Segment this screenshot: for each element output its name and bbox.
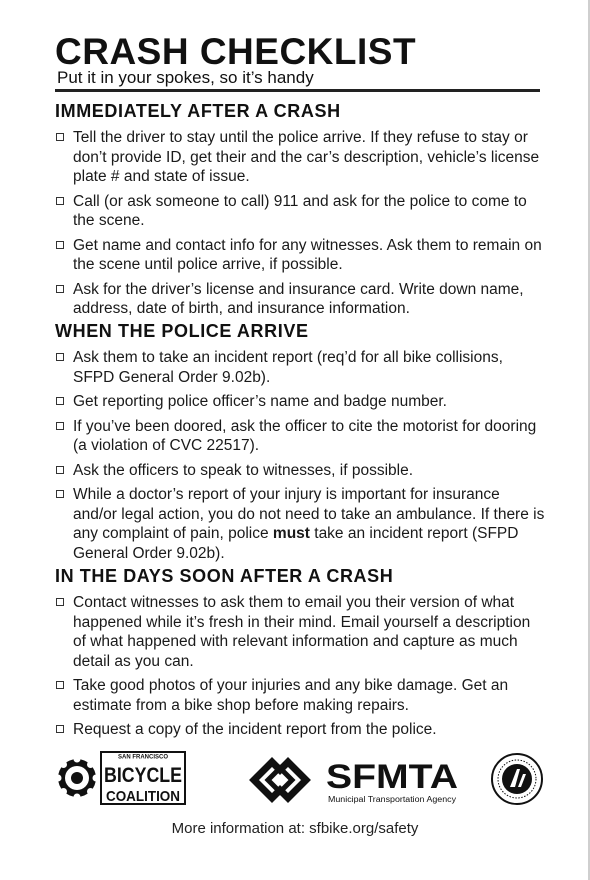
sfmta-tagline: Municipal Transportation Agency: [328, 795, 456, 804]
checklist-item: [55, 348, 545, 387]
logo-word-bicycle: BICYCLE: [104, 764, 182, 787]
checkbox-icon: [56, 353, 64, 361]
page-subtitle: Put it in your spokes, so it’s handy: [57, 68, 314, 87]
checklist-item: [55, 192, 545, 231]
section-title: IMMEDIATELY AFTER A CRASH: [55, 101, 341, 121]
checklist-item: [55, 128, 545, 187]
sfmta-worm-icon: [254, 762, 306, 798]
checklist-item-text: Call (or ask someone to call) 911 and ask for the police to come to the scene.: [73, 192, 527, 229]
checklist-item: [55, 236, 545, 275]
logo-top-text: SAN FRANCISCO: [117, 754, 169, 761]
checkbox-icon: [56, 422, 64, 430]
section-days-after: [55, 565, 545, 745]
checklist-item-text: Get name and contact info for any witnesses. Ask them to remain on the scene until police arrive, if possible.: [73, 236, 542, 273]
checklist-item-text: Get reporting police officer’s name and badge number.: [73, 393, 447, 410]
section-immediately-after: [55, 100, 545, 324]
checkbox-icon: [56, 133, 64, 141]
checkbox-icon: [56, 466, 64, 474]
item-text-before: While a doctor’s report of your injury is important for insurance and/or legal action, you do not need to take an ambulance. If there is any complaint of pain, police: [73, 486, 545, 542]
checklist-item-text: Ask them to take an incident report (req’d for all bike collisions, SFPD General Order 9.02b).: [73, 349, 503, 386]
checklist-item-text: If you’ve been doored, ask the officer to cite the motorist for dooring (a violation of CVC 22517).: [73, 417, 537, 454]
checkbox-icon: [56, 681, 64, 689]
checklist-item-text: Request a copy of the incident report from the police.: [73, 721, 437, 738]
checkbox-icon: [56, 397, 64, 405]
page-title: CRASH CHECKLIST: [55, 31, 417, 72]
sfmta-name: SFMTA: [326, 758, 458, 796]
footer-info: More information at: sfbike.org/safety: [171, 820, 419, 837]
item-text-emphasis: must: [272, 525, 310, 542]
checklist-item: [55, 392, 545, 412]
checklist-item-text: Ask the officers to speak to witnesses, if possible.: [73, 461, 414, 479]
checkbox-icon: [56, 725, 64, 733]
checklist-item-text: Take good photos of your injuries and any bike damage. Get an estimate from a bike shop before making repairs.: [73, 677, 509, 714]
item-text-after: take an incident report (SFPD General Order 9.02b).: [73, 525, 519, 562]
checklist-item-text: Ask for the driver’s license and insurance card. Write down name, address, date of birth, and insurance information.: [73, 280, 524, 317]
checklist-item: [55, 720, 545, 740]
chainring-icon: [55, 756, 100, 801]
section-title: WHEN THE POLICE ARRIVE: [55, 321, 309, 341]
logo-word-coalition: COALITION: [106, 788, 180, 805]
logo-row: [0, 748, 590, 818]
checklist-item: [55, 461, 545, 481]
checkbox-icon: [56, 490, 64, 498]
checkbox-icon: [56, 598, 64, 606]
section-title: IN THE DAYS SOON AFTER A CRASH: [55, 566, 394, 586]
checkbox-icon: [56, 241, 64, 249]
checkbox-icon: [56, 197, 64, 205]
checklist-item-text: Contact witnesses to ask them to email you their version of what happened while it’s fresh in their mind. Email yourself a description of what happened with relevant information and capture as much detail as you can.: [73, 594, 531, 670]
bike-safety-seal-icon: [490, 752, 544, 806]
bicycle-coalition-logo: [53, 750, 187, 806]
checklist-item-text: Tell the driver to stay until the police arrive. If they refuse to stay or don’t provide ID, get their and the car’s description, vehicle’s license plate # and state of issue.: [73, 129, 540, 185]
checklist-item: [55, 485, 545, 563]
checklist-item: [55, 593, 545, 671]
sfmta-logo: [246, 748, 466, 812]
checklist-item: [55, 280, 545, 319]
checklist-item: [55, 417, 545, 456]
section-when-police-arrive: [55, 320, 545, 568]
title-divider: [55, 89, 540, 92]
checklist-item-text: [73, 486, 544, 562]
checkbox-icon: [56, 285, 64, 293]
checklist-item: [55, 676, 545, 715]
